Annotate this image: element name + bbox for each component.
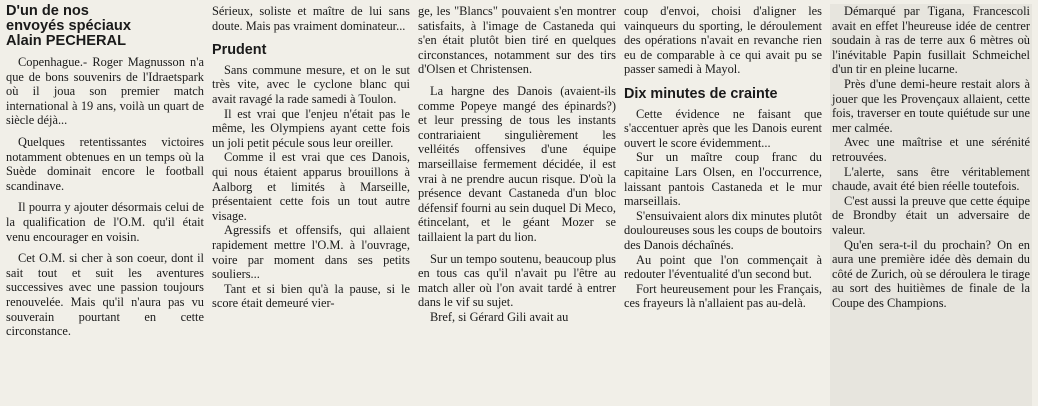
paragraph: Agressifs et offensifs, qui allaient rapidement mettre l'O.M. à l'ouvrage, voire par moment dans ses petits souliers... (212, 223, 410, 282)
headline-author: Alain PECHERAL (6, 33, 127, 49)
paragraph: Démarqué par Tigana, Francescoli avait en effet l'heureuse idée de centrer soudain à ras de terre aux 6 mètres où l'inévitable Papin fusillait Schmeichel d'un tir en pleine lucarne. (832, 4, 1030, 77)
paragraph: ge, les "Blancs" pouvaient s'en montrer satisfaits, à l'image de Castaneda qui s'en était plutôt bien tiré en quelques circonstances, notamment sur des tirs d'Olsen et Christensen. (418, 4, 616, 77)
paragraph: Tant et si bien qu'à la pause, si le score était demeuré vier- (212, 281, 410, 311)
paragraph: Sans commune mesure, et on le sut très vite, avec le cyclone blanc qui avait ravagé la rade samedi à Toulon. (212, 62, 410, 106)
subheading: Prudent (212, 42, 267, 59)
headline-line-2: envoyés spéciaux (6, 18, 131, 34)
paragraph: Il pourra y ajouter désormais celui de la qualification de l'O.M. qu'il était venu encourager en voisin. (6, 200, 204, 244)
paragraph: Qu'en sera-t-il du prochain? On en aura une première idée dès demain du côté de Zurich, où se déroulera le tirage au sort des huitièmes de finale de la Coupe des Champions. (832, 237, 1030, 310)
paragraph: Au point que l'on commençait à redouter l'éventualité d'un second but. (624, 252, 822, 282)
paragraph: Comme il est vrai que ces Danois, qui nous étaient apparus brouillons à Aalborg et limités à Marseille, présentaient cette fois un tout autre visage. (212, 150, 410, 223)
paragraph: Fort heureusement pour les Français, ces frayeurs là n'allaient pas au-delà. (624, 281, 822, 311)
paragraph: Sur un maître coup franc du capitaine Lars Olsen, en l'occurrence, laissant pantois Castaneda et le mur marseillais. (624, 150, 822, 209)
column-3 (418, 4, 616, 406)
paragraph: Cette évidence ne faisant que s'accentuer après que les Danois eurent ouvert le score évidemment... (624, 106, 822, 150)
paragraph: C'est aussi la preuve que cette équipe de Brondby était un adversaire de valeur. (832, 193, 1030, 237)
headline-line-1: D'un de nos (6, 3, 89, 19)
paragraph: Copenhague.- Roger Magnusson n'a que de bons souvenirs de l'Idraetspark où il joua son premier match international à 19 ans, voilà un quart de siècle déjà... (6, 55, 204, 128)
column-2 (212, 4, 410, 406)
subheading: Dix minutes de crainte (624, 85, 778, 102)
paragraph: Quelques retentissantes victoires notamment obtenues en un temps où la Suède dominait encore le football scandinave. (6, 134, 204, 193)
byline-headline (6, 4, 204, 49)
column-4 (624, 4, 822, 406)
column-1 (6, 4, 204, 406)
paragraph: S'ensuivaient alors dix minutes plutôt douloureuses sous les coups de boutoirs des Danois déchaînés. (624, 208, 823, 252)
column-5 (830, 4, 1032, 406)
paragraph: Près d'une demi-heure restait alors à jouer que les Provençaux allaient, cette fois, traverser en toute quiétude sur une mer calmée. (832, 76, 1030, 135)
paragraph: Il est vrai que l'enjeu n'était pas le même, les Olympiens ayant cette fois un joli petit pécule sous leur oreiller. (212, 106, 410, 150)
paragraph: Sur un tempo soutenu, beaucoup plus en tous cas qu'il n'avait pu l'être au match aller où l'on avait tardé à entrer dans le vif su sujet. (418, 251, 616, 310)
paragraph: Avec une maîtrise et une sérénité retrouvées. (832, 135, 1030, 164)
paragraph: La hargne des Danois (avaient-ils comme Popeye mangé des épinards?) et leur pressing de tous les instants contrariaient singulièrement les velléités offensives d'une équipe marseillaise fermement décidée, il est vrai à ne prendre aucun risque. D'où la présence devant Castaneda d'un bloc défensif fourni au sein duquel Di Meco, étincelant, et le géant Mozer se taillaient la part du lion. (418, 83, 616, 244)
paragraph: Sérieux, soliste et maître de lui sans doute. Mais pas vraiment dominateur... (212, 4, 410, 33)
paragraph: Bref, si Gérard Gili avait au (430, 309, 569, 324)
paragraph: L'alerte, sans être véritablement chaude, avait été bien réelle toutefois. (832, 164, 1030, 194)
paragraph: Cet O.M. si cher à son coeur, dont il sait tout et suit les aventures successives avec une passion toujours renouvelée. Mais qu'il n'aura pas vu souverain pourtant en cette circonstance. (6, 251, 204, 339)
paragraph: coup d'envoi, choisi d'aligner les vainqueurs du sporting, le déroulement des opérations n'avait en revanche rien eu de comparable à ce qui avait pu se passer samedi à Mayol. (624, 4, 822, 77)
